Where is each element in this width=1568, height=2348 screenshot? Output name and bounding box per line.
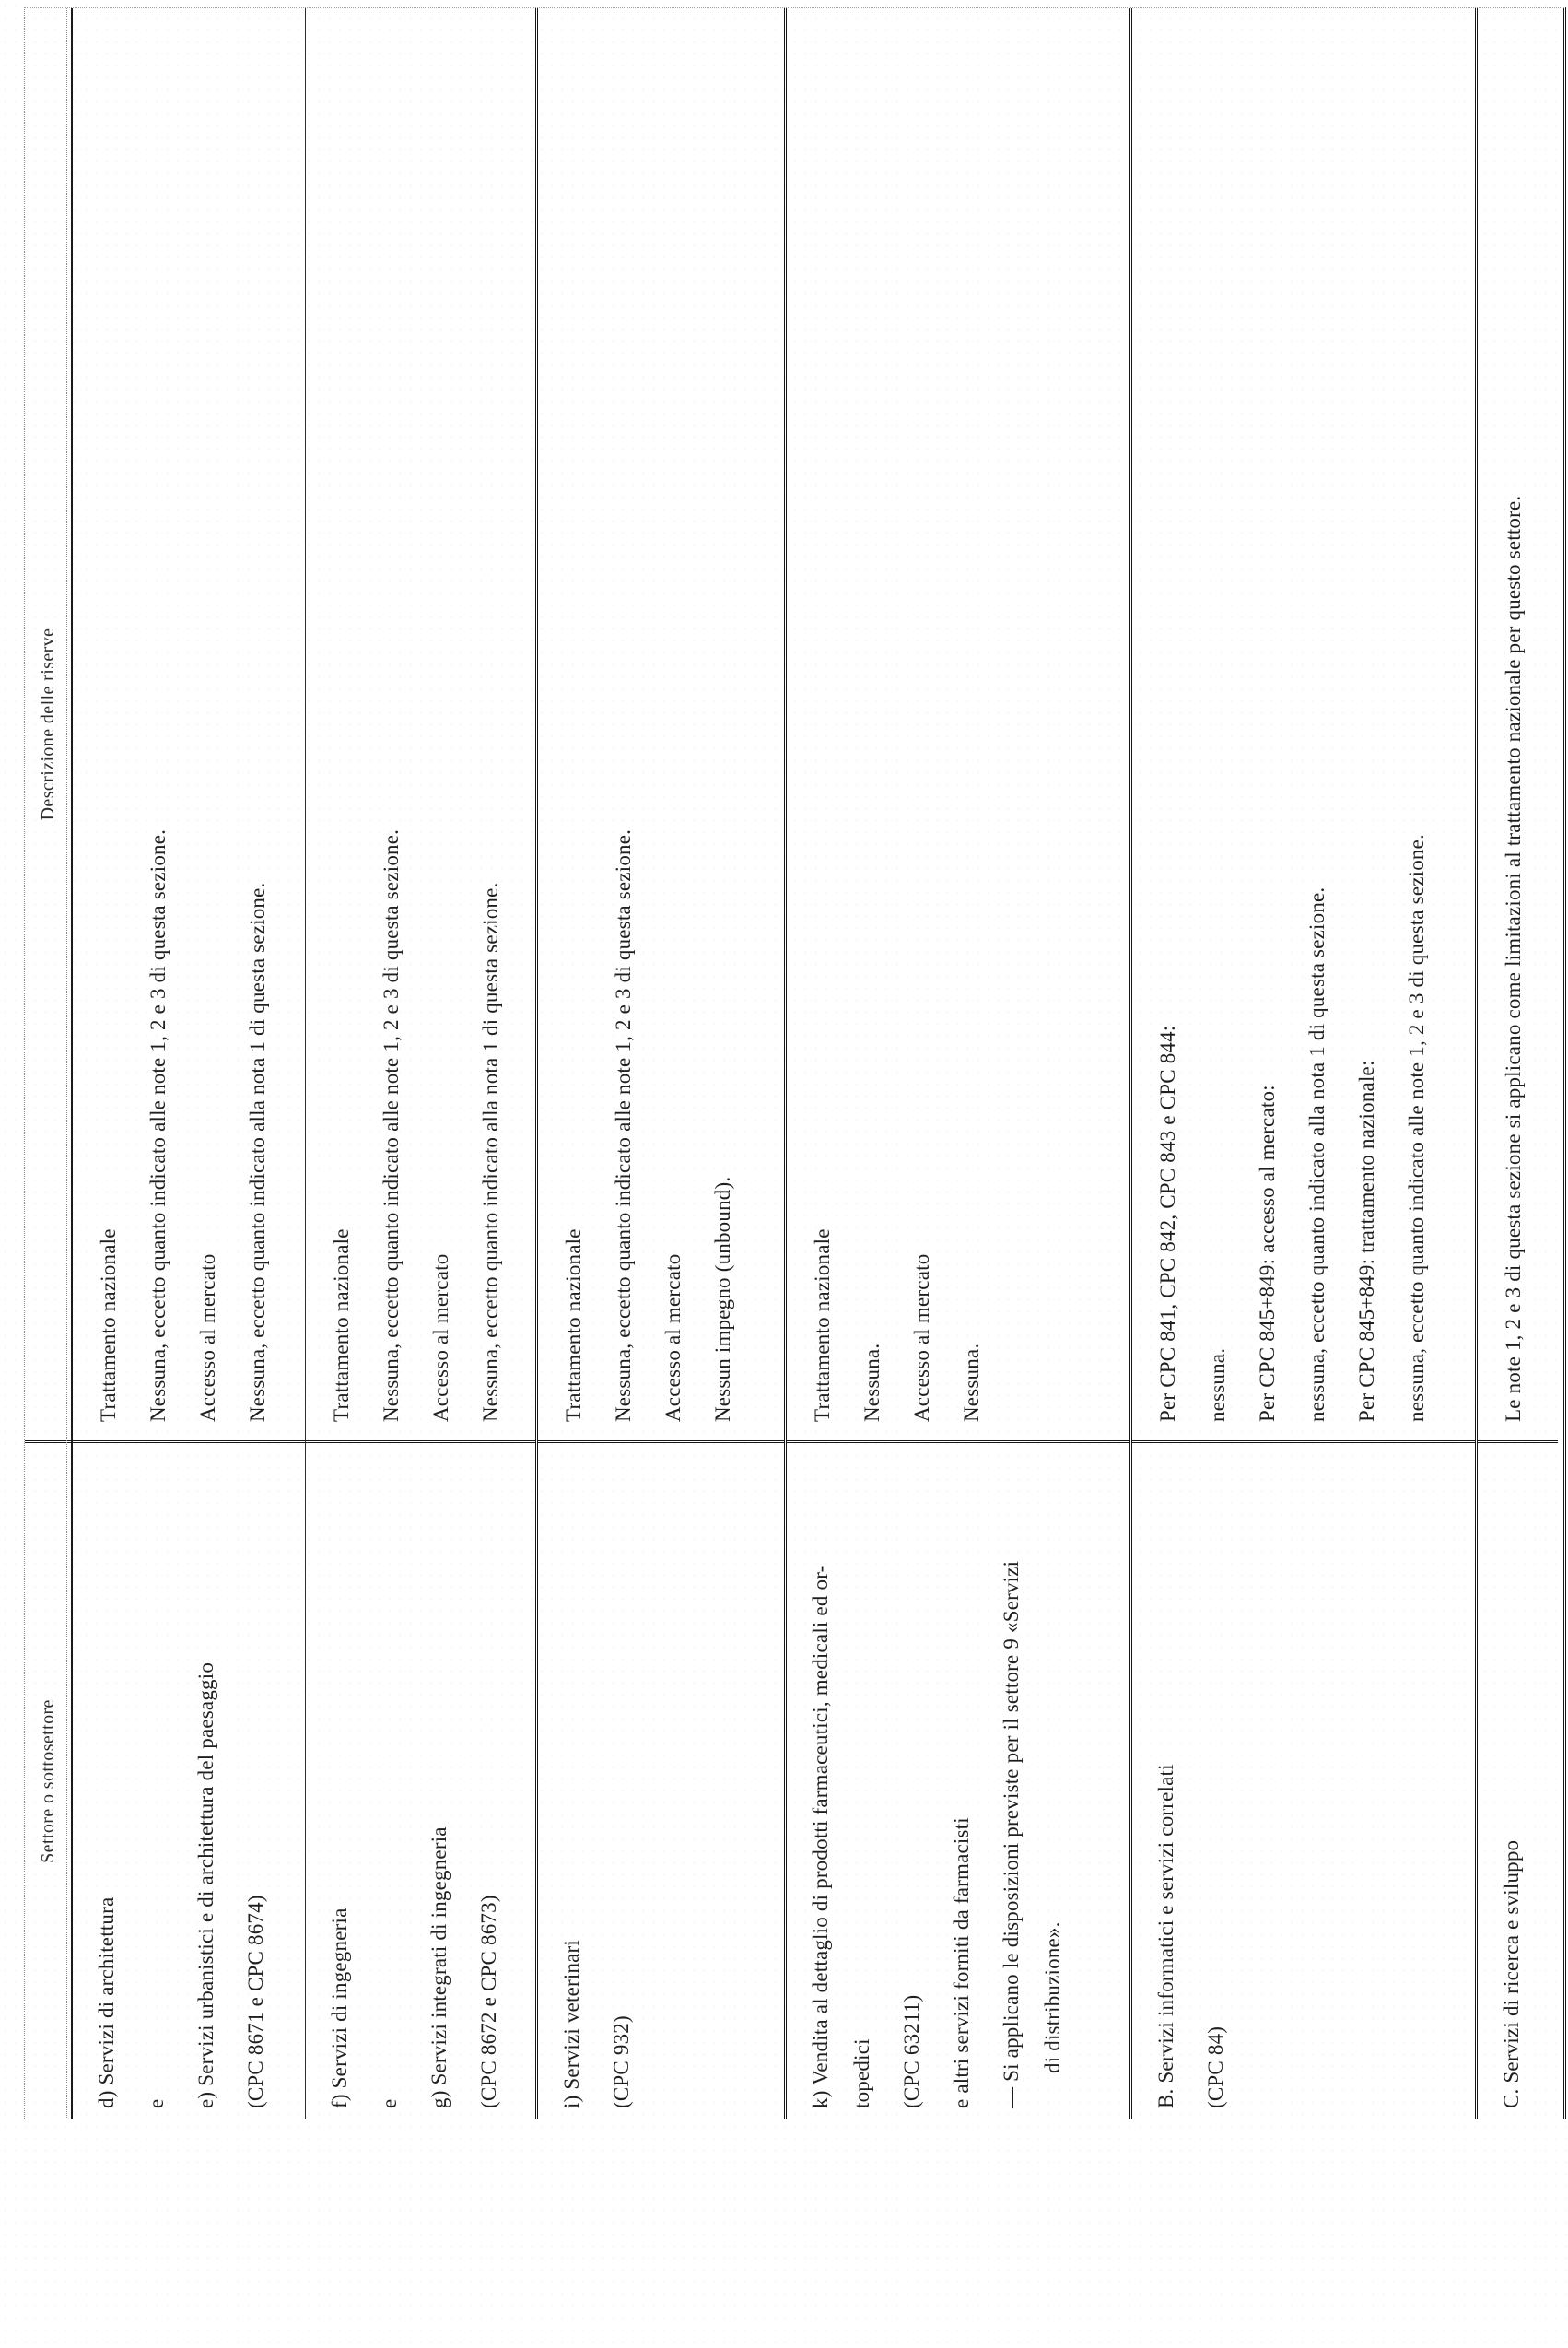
paragraph xyxy=(420,16,462,1422)
sector-cell xyxy=(538,1440,784,2119)
paragraph xyxy=(418,1450,460,2108)
sector-cell xyxy=(1132,1440,1475,2119)
paragraph xyxy=(851,16,893,1422)
description-cell xyxy=(306,8,535,1440)
text-line: Accesso al mercato xyxy=(429,1253,452,1422)
paragraph xyxy=(652,16,694,1422)
text-line: Nessuna, eccetto quanto indicato alle note 1, 2 e 3 di questa sezione. xyxy=(612,828,635,1422)
paragraph xyxy=(990,1450,1073,2108)
text-line: C. Servizi di ricerca e sviluppo xyxy=(1500,1839,1523,2108)
table-row xyxy=(305,8,535,2119)
description-cell xyxy=(787,8,1129,1440)
table-row xyxy=(784,8,1129,2119)
paragraph xyxy=(369,1450,410,2108)
paragraph xyxy=(470,16,511,1422)
paragraph xyxy=(1197,16,1238,1422)
paragraph xyxy=(321,16,362,1422)
paragraph xyxy=(901,16,942,1422)
paragraph xyxy=(1346,16,1387,1422)
table-row xyxy=(1129,8,1475,2119)
paragraph xyxy=(135,1450,177,2108)
text-line: Nessuna. xyxy=(960,1343,983,1422)
header-description xyxy=(25,8,71,1440)
paragraph xyxy=(802,16,843,1422)
paragraph xyxy=(941,1450,982,2108)
paragraph xyxy=(1195,1450,1236,2108)
text-line: (CPC 8671 e CPC 8674) xyxy=(244,1895,267,2108)
text-line: (CPC 8672 e CPC 8673) xyxy=(477,1895,500,2108)
text-line: (CPC 84) xyxy=(1204,2025,1227,2108)
text-line: nessuna, eccetto quanto indicato alle note 1, 2 e 3 di questa sezione. xyxy=(1405,834,1428,1422)
paragraph xyxy=(185,1450,227,2108)
paragraph xyxy=(1396,16,1437,1422)
text-line: k) Vendita al dettaglio di prodotti farmaceutici, medicali ed or- xyxy=(809,1565,832,2108)
text-line: e) Servizi urbanistici e di architettura del paesaggio xyxy=(194,1661,217,2108)
text-line: Trattamento nazionale xyxy=(97,1228,120,1422)
header-sector xyxy=(25,1440,71,2119)
text-line: nessuna. xyxy=(1206,1347,1229,1422)
paragraph xyxy=(235,1450,276,2108)
paragraph xyxy=(553,16,594,1422)
description-cell xyxy=(538,8,784,1440)
description-cell xyxy=(1132,8,1475,1440)
paragraph xyxy=(601,1450,642,2108)
text-line: Trattamento nazionale xyxy=(330,1228,353,1422)
paragraph xyxy=(1492,16,1534,1422)
text-line: Trattamento nazionale xyxy=(811,1228,834,1422)
text-line: i) Servizi veterinari xyxy=(560,1939,583,2108)
text-line: Accesso al mercato xyxy=(661,1253,685,1422)
text-line: d) Servizi di architettura xyxy=(95,1896,118,2108)
text-line: e altri servizi forniti da farmacisti xyxy=(950,1817,973,2108)
paragraph xyxy=(702,16,743,1422)
text-line: Per CPC 845+849: trattamento nazionale: xyxy=(1355,1060,1378,1422)
paragraph xyxy=(468,1450,509,2108)
text-line: Per CPC 841, CPC 842, CPC 843 e CPC 844: xyxy=(1156,1025,1179,1422)
text-line: (CPC 932) xyxy=(610,2015,633,2108)
paragraph xyxy=(551,1450,592,2108)
table-row xyxy=(535,8,784,2119)
paragraph xyxy=(86,1450,127,2108)
text-line: (CPC 63211) xyxy=(900,1994,923,2108)
sector-cell xyxy=(1478,1440,1558,2119)
paragraph xyxy=(137,16,179,1422)
paragraph xyxy=(1296,16,1338,1422)
header-sector-label: Settore o sottosettore xyxy=(37,1699,58,1863)
paragraph xyxy=(603,16,644,1422)
text-line: g) Servizi integrati di ingegneria xyxy=(427,1826,451,2108)
reservations-table xyxy=(24,7,1566,2119)
text-line: topedici xyxy=(850,2038,873,2108)
table-row xyxy=(73,8,305,2119)
text-line: f) Servizi di ingegneria xyxy=(328,1908,351,2108)
text-line: di distribuzione». xyxy=(1041,1921,1064,2073)
sector-cell xyxy=(73,1440,305,2119)
paragraph xyxy=(1147,16,1188,1422)
text-line: nessuna, eccetto quanto indicato alla nota 1 di questa sezione. xyxy=(1305,886,1328,1422)
paragraph xyxy=(1491,1450,1532,2108)
text-line: — Si applicano le disposizioni previste per il settore 9 «Servizi xyxy=(1000,1560,1023,2108)
text-line: Nessuna. xyxy=(860,1343,883,1422)
paragraph xyxy=(891,1450,932,2108)
text-line: Nessuna, eccetto quanto indicato alla nota 1 di questa sezione. xyxy=(479,882,502,1422)
table-header-row xyxy=(25,8,73,2119)
description-cell xyxy=(1478,8,1558,1440)
text-line: Nessuna, eccetto quanto indicato alle note 1, 2 e 3 di questa sezione. xyxy=(146,828,170,1422)
text-line: Le note 1, 2 e 3 di questa sezione si applicano come limitazioni al trattamento nazionale per questo settore. xyxy=(1502,495,1525,1422)
paragraph xyxy=(319,1450,360,2108)
text-line: Trattamento nazionale xyxy=(562,1228,585,1422)
text-line: Accesso al mercato xyxy=(910,1253,933,1422)
paragraph xyxy=(370,16,412,1422)
text-line: Nessuna, eccetto quanto indicato alla nota 1 di questa sezione. xyxy=(246,882,269,1422)
text-line: Per CPC 845+849: accesso al mercato: xyxy=(1256,1085,1279,1422)
description-cell xyxy=(73,8,305,1440)
paragraph xyxy=(951,16,992,1422)
paragraph xyxy=(88,16,129,1422)
paragraph xyxy=(1246,16,1288,1422)
paragraph xyxy=(237,16,278,1422)
paragraph xyxy=(800,1450,883,2108)
paragraph xyxy=(1145,1450,1187,2108)
paragraph xyxy=(187,16,228,1422)
text-line: Nessun impegno (unbound). xyxy=(711,1176,734,1422)
text-line: Nessuna, eccetto quanto indicato alle note 1, 2 e 3 di questa sezione. xyxy=(380,828,403,1422)
sector-cell xyxy=(306,1440,535,2119)
text-line: B. Servizi informatici e servizi correlati xyxy=(1154,1764,1177,2108)
sector-cell xyxy=(787,1440,1129,2119)
table-row xyxy=(1475,8,1558,2119)
text-line: Accesso al mercato xyxy=(196,1253,219,1422)
text-line: e xyxy=(145,2098,168,2108)
header-description-label: Descrizione delle riserve xyxy=(37,628,58,821)
text-line: e xyxy=(378,2098,401,2108)
